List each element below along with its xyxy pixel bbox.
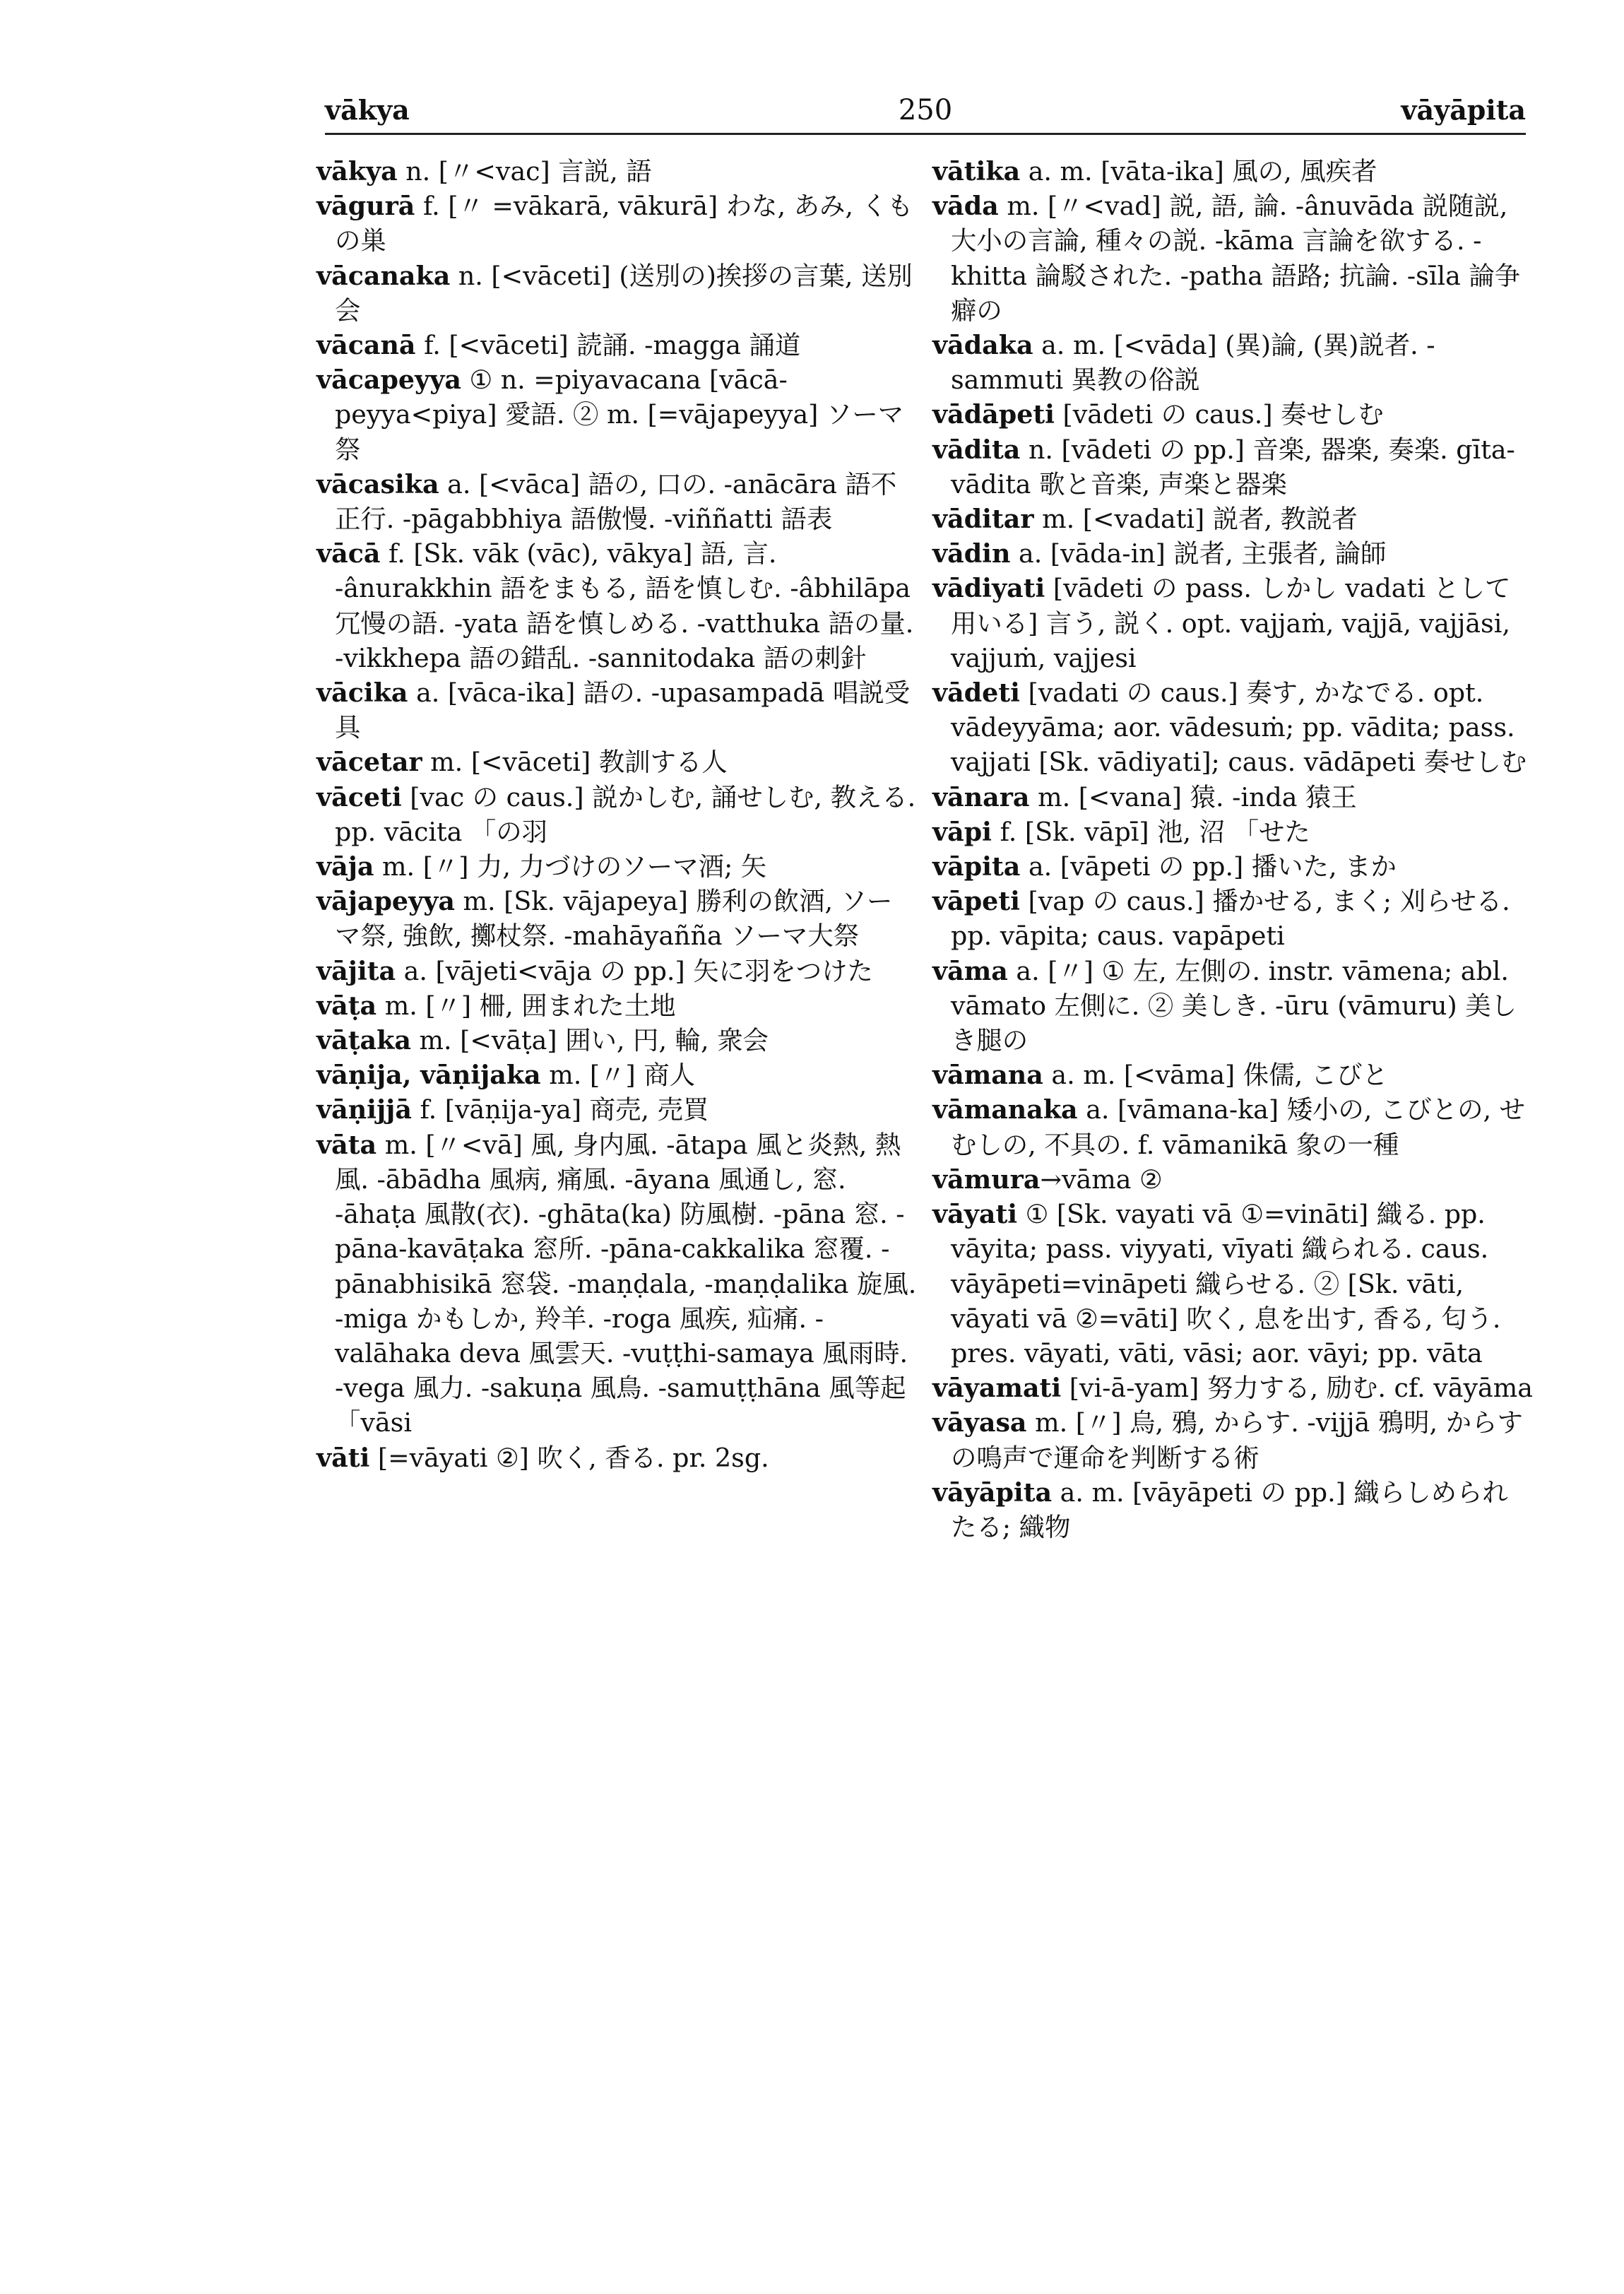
entry-definition: m. [<vāṭa] 囲い, 円, 輪, 衆会 xyxy=(410,1025,769,1056)
headword: vādaka xyxy=(932,330,1033,361)
dictionary-entry xyxy=(316,189,917,258)
dictionary-entry xyxy=(932,328,1533,397)
dictionary-entry xyxy=(932,536,1533,571)
headword: vāmanaka xyxy=(932,1094,1078,1125)
dictionary-entry xyxy=(932,675,1533,780)
dictionary-entry xyxy=(932,1475,1533,1544)
dictionary-entry xyxy=(932,815,1533,849)
entry-definition: [vādeti の pass. しかし vadati として用いる] 言う, 説く. opt. vajjaṁ, vajjā, vajjāsi, vajjuṁ, vajjesi xyxy=(951,573,1511,673)
headword: vāyamati xyxy=(932,1373,1062,1404)
dictionary-entry xyxy=(932,849,1533,884)
headword: vāma xyxy=(932,955,1008,986)
dictionary-entry xyxy=(932,954,1533,1058)
entry-definition: f. [Sk. vāpī] 池, 沼 「せた xyxy=(992,816,1310,847)
headword: vāditar xyxy=(932,504,1034,535)
entry-definition: [vac の caus.] 説かしむ, 誦せしむ, 教える. pp. vācita 「の羽 xyxy=(335,781,916,847)
dictionary-entry xyxy=(316,988,917,1023)
entry-definition: [vi-ā-yam] 努力する, 励む. cf. vāyāma xyxy=(1061,1373,1533,1404)
entry-definition: ① [Sk. vayati vā ①=vināti] 織る. pp. vāyita; pass. viyyati, vīyati 織られる. caus. vāyāpeti=vināpeti 織らせる. ② [Sk. vāti, vāyati vā ②=vāti] 吹く, 息を出す, 香る, 匂う. pres. vāyati, vāti, vāsi; aor. vāyi; pp. vāta xyxy=(951,1199,1501,1368)
dictionary-entry xyxy=(316,259,917,328)
dictionary-entry xyxy=(932,432,1533,502)
dictionary-entry xyxy=(316,362,917,467)
entry-definition: f. [〃 =vākarā, vākurā] わな, あみ, くもの巣 xyxy=(335,191,913,256)
entry-definition: a. [vāca-ika] 語の. -upasampadā 唱説受具 xyxy=(335,678,911,743)
headword: vāda xyxy=(932,191,999,222)
entry-definition: f. [Sk. vāk (vāc), vākya] 語, 言. -ânurakkhin 語をまもる, 語を慎しむ. -âbhilāpa 冗慢の語. -yata 語を慎しめる. -vatthuka 語の量. -vikkhepa 語の錯乱. -sannitodaka 語の刺針 xyxy=(335,538,914,673)
headword: vādāpeti xyxy=(932,399,1055,430)
entry-definition: ① n. =piyavacana [vācā-peyya<piya] 愛語. ② m. [=vājapeyya] ソーマ祭 xyxy=(335,365,904,465)
entry-definition: n. [vādeti の pp.] 音楽, 器楽, 奏楽. gīta-vādita 歌と音楽, 声楽と器楽 xyxy=(951,434,1515,499)
dictionary-entry xyxy=(932,1162,1533,1197)
dictionary-entry xyxy=(932,397,1533,432)
headword: vāgurā xyxy=(316,191,415,222)
dictionary-entry xyxy=(316,154,917,189)
entry-definition: a. [<vāca] 語の, 口の. -anācāra 語不正行. -pāgabbhiya 語傲慢. -viññatti 語表 xyxy=(335,468,897,535)
headword: vācika xyxy=(316,678,408,709)
entry-definition: m. [<vadati] 説者, 教説者 xyxy=(1033,504,1358,535)
dictionary-entry xyxy=(316,780,917,849)
headword: vādita xyxy=(932,434,1021,465)
dictionary-entry xyxy=(932,189,1533,328)
headword: vādeti xyxy=(932,678,1020,709)
headword: vācanaka xyxy=(316,260,451,291)
headword: vādin xyxy=(932,538,1011,569)
dictionary-entry xyxy=(316,1023,917,1058)
headword: vājapeyya xyxy=(316,886,455,917)
headword: vāti xyxy=(316,1442,370,1473)
entry-definition: m. [〃] 商人 xyxy=(540,1060,695,1091)
entry-definition: m. [〃<vad] 説, 語, 論. -ânuvāda 説随説, 大小の言論, 種々の説. -kāma 言論を欲する. -khitta 論駁された. -patha 語路; 抗論. -sīla 論争癖の xyxy=(951,191,1521,326)
headword: vāta xyxy=(316,1129,377,1160)
entry-definition: m. [<vana] 猿. -inda 猿王 xyxy=(1029,781,1357,812)
headword: vākya xyxy=(316,156,398,187)
entry-definition: a. m. [<vāda] (異)論, (異)説者. -sammuti 異教の俗説 xyxy=(951,330,1435,396)
dictionary-entry xyxy=(316,1441,917,1475)
headword: vāpi xyxy=(932,816,992,847)
dictionary-entry xyxy=(932,780,1533,815)
headword: vājita xyxy=(316,955,396,986)
left-guide-word: vākya xyxy=(325,94,410,126)
dictionary-entry xyxy=(316,745,917,779)
headword: vāṇijjā xyxy=(316,1094,412,1125)
entry-definition: a. m. [<vāma] 侏儒, こびと xyxy=(1043,1060,1388,1091)
headword: vāmana xyxy=(932,1060,1043,1091)
dictionary-entry xyxy=(932,1197,1533,1371)
dictionary-entry xyxy=(316,1058,917,1092)
headword: vāṭa xyxy=(316,990,377,1021)
entry-definition: m. [〃] 烏, 鴉, からす. -vijjā 鴉明, からすの鳴声で運命を判断する術 xyxy=(951,1407,1523,1473)
headword: vācā xyxy=(316,538,381,569)
entry-definition: m. [〃] 力, 力づけのソーマ酒; 矢 xyxy=(374,851,767,882)
dictionary-entry xyxy=(316,328,917,362)
entry-definition: m. [Sk. vājapeya] 勝利の飲酒, ソーマ祭, 強飲, 擲杖祭. -mahāyañña ソーマ大祭 xyxy=(335,886,893,952)
entry-definition: f. [<vāceti] 読誦. -magga 誦道 xyxy=(415,330,801,361)
entry-definition: n. [〃<vac] 言説, 語 xyxy=(397,156,652,187)
headword: vācanā xyxy=(316,330,416,361)
dictionary-entry xyxy=(316,1092,917,1127)
entry-definition: [vadati の caus.] 奏す, かなでる. opt. vādeyyāma; aor. vādesuṁ; pp. vādita; pass. vajjati [Sk. vādiyati]; caus. vādāpeti 奏せしむ xyxy=(951,678,1527,778)
dictionary-entry xyxy=(316,675,917,745)
headword: vāṇija, vāṇijaka xyxy=(316,1060,541,1091)
headword: vāpeti xyxy=(932,886,1020,917)
right-column xyxy=(932,154,1533,1544)
headword: vāyāpita xyxy=(932,1477,1053,1508)
entry-definition: m. [〃] 柵, 囲まれた土地 xyxy=(377,990,676,1021)
headword: vāja xyxy=(316,851,374,882)
headword: vācasika xyxy=(316,468,439,499)
dictionary-entry xyxy=(316,954,917,988)
entry-definition: [vādeti の caus.] 奏せしむ xyxy=(1054,399,1384,430)
headword: vānara xyxy=(932,781,1030,812)
headword: vācapeyya xyxy=(316,365,461,396)
headword: vāmura xyxy=(932,1164,1041,1195)
headword: vāceti xyxy=(316,781,402,812)
dictionary-entry xyxy=(316,849,917,884)
page-number: 250 xyxy=(898,94,953,126)
dictionary-entry xyxy=(316,1128,917,1441)
entry-definition: a. m. [vāta-ika] 風の, 風疾者 xyxy=(1020,156,1377,187)
entry-definition: a. [vājeti<vāja の pp.] 矢に羽をつけた xyxy=(396,955,873,986)
dictionary-entry xyxy=(932,884,1533,953)
entry-definition: [=vāyati ②] 吹く, 香る. pr. 2sg. xyxy=(369,1442,769,1473)
dictionary-entry xyxy=(932,1058,1533,1092)
dictionary-entry xyxy=(932,1371,1533,1405)
dictionary-entry xyxy=(316,536,917,675)
dictionary-entry xyxy=(316,467,917,536)
entry-definition: n. [<vāceti] (送別の)挨拶の言葉, 送別会 xyxy=(335,260,913,326)
running-head xyxy=(325,90,1526,135)
dictionary-entry xyxy=(932,1405,1533,1474)
entry-definition: a. m. [vāyāpeti の pp.] 織らしめられたる; 織物 xyxy=(951,1477,1508,1542)
entry-definition: a. [vāpeti の pp.] 播いた, まか xyxy=(1020,851,1397,882)
left-column xyxy=(316,154,917,1475)
headword: vāṭaka xyxy=(316,1025,411,1056)
entry-definition: [vap の caus.] 播かせる, まく; 刈らせる. pp. vāpita; caus. vapāpeti xyxy=(951,886,1510,952)
headword: vācetar xyxy=(316,747,422,778)
dictionary-entry xyxy=(932,502,1533,536)
entry-definition: m. [<vāceti] 教訓する人 xyxy=(422,747,728,778)
headword: vātika xyxy=(932,156,1021,187)
entry-definition: a. [vāda-in] 説者, 主張者, 論師 xyxy=(1010,538,1387,569)
dictionary-entry xyxy=(932,1092,1533,1161)
headword: vāyasa xyxy=(932,1407,1027,1438)
right-guide-word: vāyāpita xyxy=(1401,94,1526,126)
headword: vāpita xyxy=(932,851,1021,882)
dictionary-entry xyxy=(932,571,1533,675)
entry-definition: a. [vāmana-ka] 矮小の, こびとの, せむしの, 不具の. f. vāmanikā 象の一種 xyxy=(951,1094,1526,1160)
entry-definition: a. [〃] ① 左, 左側の. instr. vāmena; abl. vāmato 左側に. ② 美しき. -ūru (vāmuru) 美しき腿の xyxy=(951,955,1517,1056)
dictionary-entry xyxy=(316,884,917,953)
headword: vāyati xyxy=(932,1199,1018,1230)
entry-definition: →vāma ② xyxy=(1040,1164,1163,1195)
entry-definition: m. [〃<vā] 風, 身内風. -ātapa 風と炎熱, 熱風. -ābādha 風病, 痛風. -āyana 風通し, 窓. -āhaṭa 風散(衣). -ghāta(ka) 防風樹. -pāna 窓. -pāna-kavāṭaka 窓所. -pāna-cakkalika 窓覆. -pānabhisikā 窓袋. -maṇḍala, -maṇḍalika 旋風. -miga かもしか, 羚羊. -roga 風疾, 疝痛. -valāhaka deva 風雲天. -vuṭṭhi-samaya 風雨時. -vega 風力. -sakuṇa 風鳥. -samuṭṭhāna 風等起 「vāsi xyxy=(335,1129,917,1438)
headword: vādiyati xyxy=(932,573,1045,604)
dictionary-entry xyxy=(932,154,1533,189)
entry-definition: f. [vāṇija-ya] 商売, 売買 xyxy=(411,1094,709,1125)
